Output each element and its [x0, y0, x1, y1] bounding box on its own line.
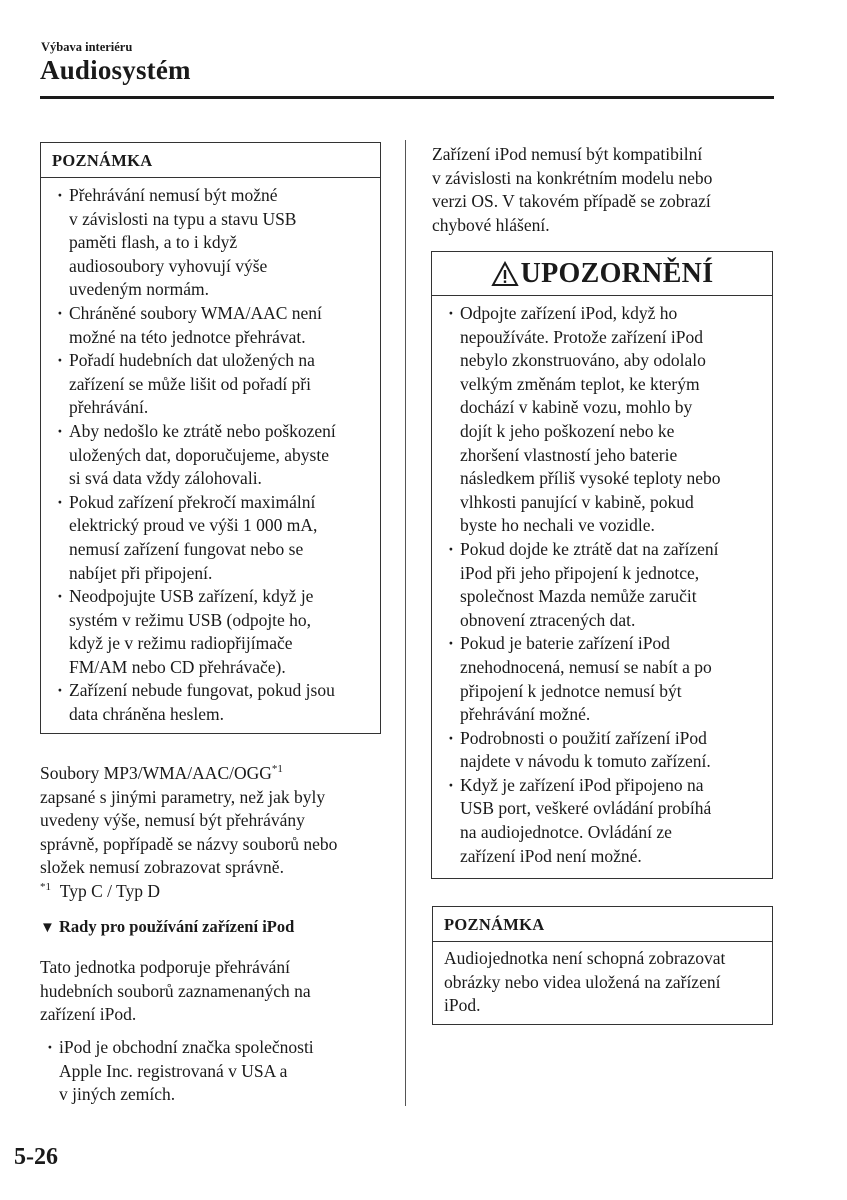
section-label: Výbava interiéru [41, 40, 133, 54]
note-heading: POZNÁMKA [433, 907, 772, 942]
note-text: Audiojednotka není schopná zobrazovat obrázky nebo videa uložená na zařízení iPod. [444, 948, 726, 1016]
note-list [41, 178, 380, 727]
list-item: · Aby nedošlo ke ztrátě nebo poškození uložených dat, doporučujeme, abyste si svá data vždy zálohovali. [41, 420, 380, 491]
note-box-2 [432, 906, 773, 1025]
list-item: · Odpojte zařízení iPod, když ho nepoužíváte. Protože zařízení iPod nebylo zkonstruováno, aby odolalo velkým změnám teplot, ke kterým dochází v kabině vozu, mohlo by dojít k jeho poškození nebo ke zhoršení vlastností jeho baterie následkem příliš vysoké teploty nebo vlhkosti panující v kabině, pokud byste ho nechali ve vozidle. [432, 302, 772, 538]
page-title: Audiosystém [40, 55, 191, 85]
ipod-subheading: ▼ Rady pro používání zařízení iPod [40, 917, 295, 936]
list-item: · Pokud dojde ke ztrátě dat na zařízení iPod při jeho připojení k jednotce, společnost Mazda nemůže zaručit obnovení ztracených dat. [432, 538, 772, 632]
list-item: · Pořadí hudebních dat uložených na zařízení se může lišit od pořadí při přehrávání. [41, 349, 380, 420]
page-number: 5-26 [14, 1144, 58, 1170]
column-divider [405, 140, 406, 1106]
warning-list [432, 296, 772, 868]
trademark-list [31, 1036, 391, 1107]
list-item: · Podrobnosti o použití zařízení iPod najdete v návodu k tomuto zařízení. [432, 727, 772, 774]
warning-heading: UPOZORNĚNÍ [432, 252, 772, 296]
triangle-down-icon: ▼ [40, 920, 55, 936]
note-box [40, 142, 381, 734]
ipod-paragraph: Tato jednotka podporuje přehrávání hudebních souborů zaznamenaných na zařízení iPod. [40, 957, 311, 1025]
list-item: · Neodpojujte USB zařízení, když je systém v režimu USB (odpojte ho, když je v režimu radiopřijímače FM/AM nebo CD přehrávače). [41, 585, 380, 679]
warning-triangle-icon [491, 261, 519, 287]
warning-box [431, 251, 773, 879]
list-item: · iPod je obchodní značka společnosti Apple Inc. registrovaná v USA a v jiných zemích. [31, 1036, 391, 1107]
note-heading: POZNÁMKA [41, 143, 380, 178]
mp3-paragraph: Soubory MP3/WMA/AAC/OGG$^{*1}$ zapsané s jinými parametry, než jak byly uvedeny výše, nemusí být přehrávány správně, popřípadě se názvy souborů nebo složek nemusí zobrazovat správně. $^{*1}$ Typ C / Typ D [40, 762, 390, 904]
list-item: · Chráněné soubory WMA/AAC není možné na této jednotce přehrávat. [41, 302, 380, 349]
footnote-ref: *1 [271, 763, 283, 776]
footnote: $^{*1}$ Typ C / Typ D [40, 880, 161, 901]
list-item: · Pokud zařízení překročí maximální elektrický proud ve výši 1 000 mA, nemusí zařízení fungovat nebo se nabíjet při připojení. [41, 491, 380, 585]
list-item: · Když je zařízení iPod připojeno na USB port, veškeré ovládání probíhá na audiojednotce. Ovládání ze zařízení iPod není možné. [432, 774, 772, 868]
list-item: · Pokud je baterie zařízení iPod znehodnocená, nemusí se nabít a po připojení k jednotce nemusí být přehrávání možné. [432, 632, 772, 726]
title-rule [40, 96, 774, 99]
ipod-compat-paragraph: Zařízení iPod nemusí být kompatibilní v závislosti na konkrétním modelu nebo verzi OS. V takovém případě se zobrazí chybové hlášení. [432, 144, 713, 235]
list-item: · Zařízení nebude fungovat, pokud jsou data chráněna heslem. [41, 679, 380, 726]
list-item: · Přehrávání nemusí být možné v závislosti na typu a stavu USB paměti flash, a to i když audiosoubory vyhovují výše uvedeným normám. [41, 184, 380, 302]
